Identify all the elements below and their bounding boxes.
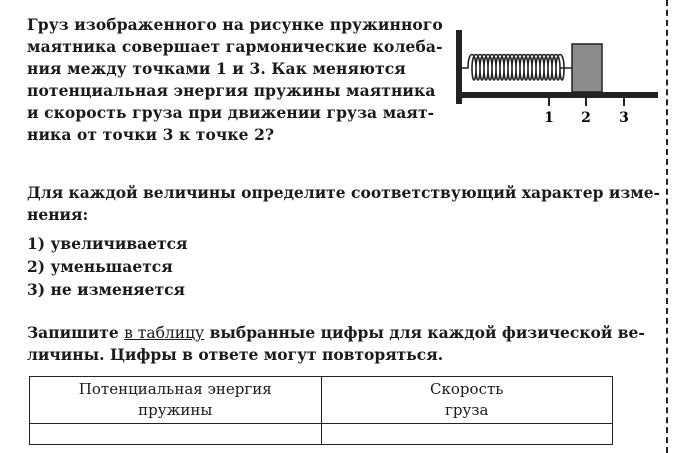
option-item: 3) не изменяется xyxy=(27,280,185,299)
answer-cell-potential-energy[interactable] xyxy=(30,424,322,445)
problem-line: и скорость груза при движении груза маят- xyxy=(27,103,435,122)
problem-line: потенциальная энергия пружины маятника xyxy=(27,81,436,100)
spring xyxy=(462,55,572,81)
header-potential-energy xyxy=(30,377,322,424)
instruction-line: личины. Цифры в ответе могут повторяться. xyxy=(27,345,444,364)
option-item: 2) уменьшается xyxy=(27,257,173,276)
problem-line: ника от точки 3 к точке 2? xyxy=(27,125,275,144)
table-answer-row xyxy=(30,424,613,445)
floor xyxy=(456,92,658,98)
page-margin-dashed-line xyxy=(666,0,668,453)
instruction-text xyxy=(27,322,662,366)
question-line: нения: xyxy=(27,205,89,224)
tick-label-1: 1 xyxy=(544,110,554,126)
problem-text xyxy=(27,14,447,146)
table-reference-link: в таблицу xyxy=(124,324,205,342)
header-line: пружины xyxy=(138,401,213,419)
header-speed xyxy=(321,377,613,424)
option-item: 1) увеличивается xyxy=(27,234,188,253)
answer-options-list xyxy=(27,232,188,301)
load-block xyxy=(572,44,602,92)
table-header-row xyxy=(30,377,613,424)
spring-pendulum-figure xyxy=(454,26,664,128)
instruction-suffix: выбранные цифры для каждой физической ве- xyxy=(204,323,645,342)
header-line: Скорость xyxy=(430,380,504,398)
answer-cell-speed[interactable] xyxy=(321,424,613,445)
instruction-prefix: Запишите xyxy=(27,323,125,342)
problem-line: маятника совершает гармонические колеба- xyxy=(27,37,443,56)
header-line: груза xyxy=(445,401,489,419)
problem-line: ния между точками 1 и 3. Как меняются xyxy=(27,59,406,78)
answer-table xyxy=(29,376,613,445)
tick-label-3: 3 xyxy=(619,110,629,126)
question-text xyxy=(27,182,662,226)
question-line: Для каждой величины определите соответствующий характер изме- xyxy=(27,183,660,202)
problem-line: Груз изображенного на рисунке пружинного xyxy=(27,15,443,34)
header-line: Потенциальная энергия xyxy=(78,380,272,398)
tick-label-2: 2 xyxy=(581,110,591,126)
instruction-line xyxy=(27,322,662,344)
